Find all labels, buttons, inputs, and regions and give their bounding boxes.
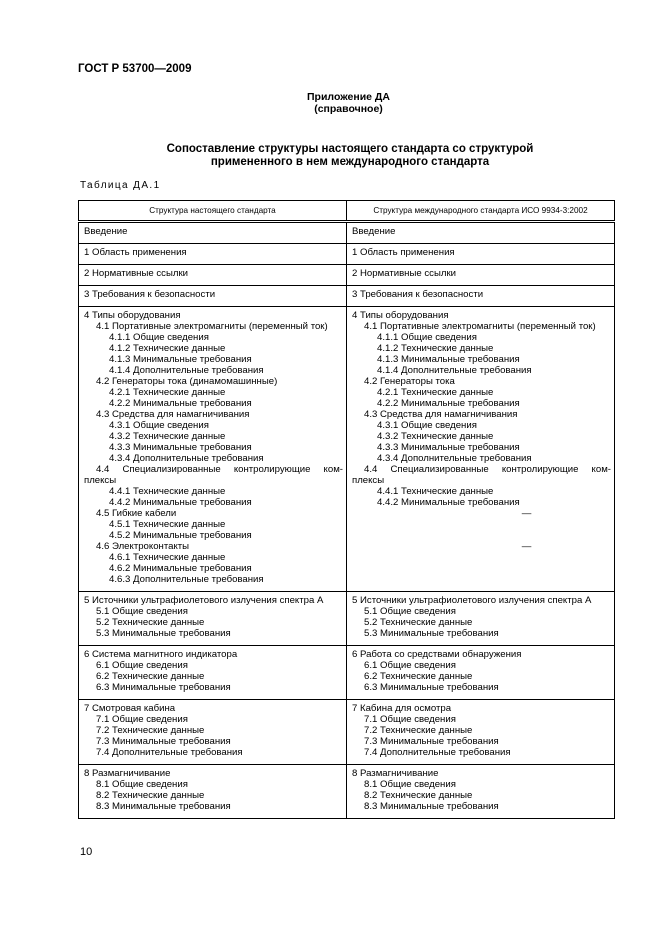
table-cell-line: 4.2 Генераторы тока <box>364 376 455 387</box>
annex-note: (справочное) <box>314 103 383 115</box>
table-cell-line <box>352 530 611 541</box>
table-cell-line: 4.6 Электроконтакты <box>96 541 190 552</box>
table-cell-line: 4.2.2 Минимальные требования <box>109 398 252 409</box>
table-row <box>79 307 615 592</box>
table-cell-line: 4.4.1 Технические данные <box>109 486 226 497</box>
table-cell-line: 4.3.4 Дополнительные требования <box>377 453 532 464</box>
table-cell-line: 4.1.4 Дополнительные требования <box>109 365 264 376</box>
table-cell-line: 6.2 Технические данные <box>364 671 473 682</box>
table-cell-line: 8.3 Минимальные требования <box>364 801 499 812</box>
table-cell-line: 4.5.2 Минимальные требования <box>109 530 252 541</box>
table-cell-line: 4.4.2 Минимальные требования <box>109 497 252 508</box>
table-cell-line: 5.2 Технические данные <box>364 617 473 628</box>
table-cell-line: Введение <box>352 226 396 237</box>
table-cell-line: 4.3.3 Минимальные требования <box>109 442 252 453</box>
table-cell-line: 4.2.2 Минимальные требования <box>377 398 520 409</box>
table-cell-line: 8.3 Минимальные требования <box>96 801 231 812</box>
annex-heading <box>0 91 661 115</box>
table-cell-line: 8.1 Общие сведения <box>364 779 456 790</box>
dash-placeholder: — <box>521 508 532 519</box>
annex-title: Приложение ДА <box>307 91 390 103</box>
table-cell-line: 1 Область применения <box>352 247 455 258</box>
table-row <box>79 286 615 307</box>
table-cell-line: 7.4 Дополнительные требования <box>364 747 511 758</box>
cell-international <box>347 307 615 592</box>
cell-international <box>347 765 615 819</box>
cell-national <box>79 222 347 244</box>
cell-international <box>347 286 615 307</box>
table-cell-line: 5.3 Минимальные требования <box>364 628 499 639</box>
table-cell-line: 4.1.3 Минимальные требования <box>109 354 252 365</box>
table-cell-line: 4.3 Средства для намагничивания <box>364 409 518 420</box>
table-cell-line: 7.1 Общие сведения <box>364 714 456 725</box>
table-cell-line: 4 Типы оборудования <box>352 310 449 321</box>
table-cell-line: 4.3.3 Минимальные требования <box>377 442 520 453</box>
table-cell-line: 1 Область применения <box>84 247 187 258</box>
table-cell-line: 6.1 Общие сведения <box>364 660 456 671</box>
cell-international <box>347 646 615 700</box>
column-header-international: Структура международного стандарта ИСО 9934-3:2002 <box>347 201 615 222</box>
table-cell-line: 7.4 Дополнительные требования <box>96 747 243 758</box>
table-cell-line: 4.1 Портативные электромагниты (переменный ток) <box>364 321 596 332</box>
table-cell-line: 5.1 Общие сведения <box>96 606 188 617</box>
table-cell-line: 4.6.3 Дополнительные требования <box>109 574 264 585</box>
cell-national <box>79 286 347 307</box>
table-cell-line: 4.1.1 Общие сведения <box>377 332 477 343</box>
table-cell-line: 6.1 Общие сведения <box>96 660 188 671</box>
cell-national <box>79 244 347 265</box>
table-cell-line: 4.5 Гибкие кабели <box>96 508 177 519</box>
table-cell-line: 3 Требования к безопасности <box>352 289 484 300</box>
table-cell-line: 8.2 Технические данные <box>96 790 205 801</box>
table-cell-line: 4.2.1 Технические данные <box>109 387 226 398</box>
column-header-national: Структура настоящего стандарта <box>79 201 347 222</box>
cell-international <box>347 592 615 646</box>
cell-international <box>347 700 615 765</box>
table-cell-line: 5.1 Общие сведения <box>364 606 456 617</box>
table-cell-line: 8.1 Общие сведения <box>96 779 188 790</box>
cell-national <box>79 265 347 286</box>
table-cell-line: 8 Размагничивание <box>84 768 171 779</box>
table-cell-line: 4.4.1 Технические данные <box>377 486 494 497</box>
table-cell-line: 4.3.2 Технические данные <box>377 431 494 442</box>
table-cell-line: плексы <box>84 475 117 486</box>
dash-placeholder: — <box>521 541 532 552</box>
table-cell-line: 4 Типы оборудования <box>84 310 181 321</box>
table-cell-line: 2 Нормативные ссылки <box>352 268 457 279</box>
cell-national <box>79 765 347 819</box>
table-cell-line: 2 Нормативные ссылки <box>84 268 189 279</box>
table-cell-line: Введение <box>84 226 128 237</box>
cell-international <box>347 244 615 265</box>
table-cell-line: 6.3 Минимальные требования <box>364 682 499 693</box>
table-cell-line: 5.2 Технические данные <box>96 617 205 628</box>
document-title-line-2: примененного в нем международного стандарта <box>210 156 490 168</box>
standard-number: ГОСТ Р 53700—2009 <box>78 63 192 75</box>
table-cell-line: 7.3 Минимальные требования <box>96 736 231 747</box>
table-cell-line: 6 Работа со средствами обнаружения <box>352 649 522 660</box>
table-cell-line: 6.2 Технические данные <box>96 671 205 682</box>
page-number: 10 <box>80 846 93 858</box>
table-cell-line: 4.4 Специализированные контролирующие ком- <box>96 464 343 475</box>
cell-international <box>347 265 615 286</box>
table-cell-line: 4.3.1 Общие сведения <box>377 420 477 431</box>
table-cell-line: 4.1.3 Минимальные требования <box>377 354 520 365</box>
table-cell-line: 4.1.2 Технические данные <box>109 343 226 354</box>
table-cell-line: 4.1 Портативные электромагниты (переменный ток) <box>96 321 328 332</box>
table-row <box>79 222 615 244</box>
table-cell-line: 6.3 Минимальные требования <box>96 682 231 693</box>
document-title <box>90 143 610 169</box>
table-cell-line: 7.2 Технические данные <box>364 725 473 736</box>
table-cell-line: 4.3.2 Технические данные <box>109 431 226 442</box>
table-caption: Таблица ДА.1 <box>80 180 161 191</box>
cell-international <box>347 222 615 244</box>
cell-national <box>79 700 347 765</box>
table-cell-line: 8 Размагничивание <box>352 768 439 779</box>
cell-national <box>79 307 347 592</box>
table-cell-line: 4.2 Генераторы тока (динамомашинные) <box>96 376 278 387</box>
table-row <box>79 592 615 646</box>
table-cell-line: 5 Источники ультрафиолетового излучения спектра А <box>352 595 592 606</box>
table-cell-line: 4.5.1 Технические данные <box>109 519 226 530</box>
table-header-row <box>79 201 615 222</box>
table-cell-line: 7.2 Технические данные <box>96 725 205 736</box>
table-cell-line: 7 Смотровая кабина <box>84 703 176 714</box>
table-cell-line: 4.1.2 Технические данные <box>377 343 494 354</box>
table-cell-line <box>352 519 611 530</box>
table-cell-line: 4.3 Средства для намагничивания <box>96 409 250 420</box>
document-title-line-1: Сопоставление структуры настоящего стандарта со структурой <box>166 143 534 155</box>
table-cell-line: 8.2 Технические данные <box>364 790 473 801</box>
table-cell-line: 4.1.1 Общие сведения <box>109 332 209 343</box>
table-cell-line: 4.3.4 Дополнительные требования <box>109 453 264 464</box>
table-row <box>79 265 615 286</box>
table-cell-line: 4.1.4 Дополнительные требования <box>377 365 532 376</box>
table-cell-line: 7.3 Минимальные требования <box>364 736 499 747</box>
table-cell-line: 4.6.2 Минимальные требования <box>109 563 252 574</box>
table-cell-line: плексы <box>352 475 385 486</box>
table-cell-line: 5 Источники ультрафиолетового излучения спектра А <box>84 595 324 606</box>
table-row <box>79 646 615 700</box>
table-cell-line: 4.3.1 Общие сведения <box>109 420 209 431</box>
table-cell-line: 7.1 Общие сведения <box>96 714 188 725</box>
table-row <box>79 244 615 265</box>
table-cell-line: 7 Кабина для осмотра <box>352 703 452 714</box>
table-row <box>79 765 615 819</box>
table-cell-line: 4.4.2 Минимальные требования <box>377 497 520 508</box>
cell-national <box>79 592 347 646</box>
table-cell-line: 5.3 Минимальные требования <box>96 628 231 639</box>
table-cell-line: 4.2.1 Технические данные <box>377 387 494 398</box>
table-cell-line: 4.6.1 Технические данные <box>109 552 226 563</box>
table-cell-line: 4.4 Специализированные контролирующие ком- <box>364 464 611 475</box>
cell-national <box>79 646 347 700</box>
table-cell-line: 6 Система магнитного индикатора <box>84 649 238 660</box>
table-row <box>79 700 615 765</box>
comparison-table <box>78 200 615 819</box>
table-cell-line: 3 Требования к безопасности <box>84 289 216 300</box>
